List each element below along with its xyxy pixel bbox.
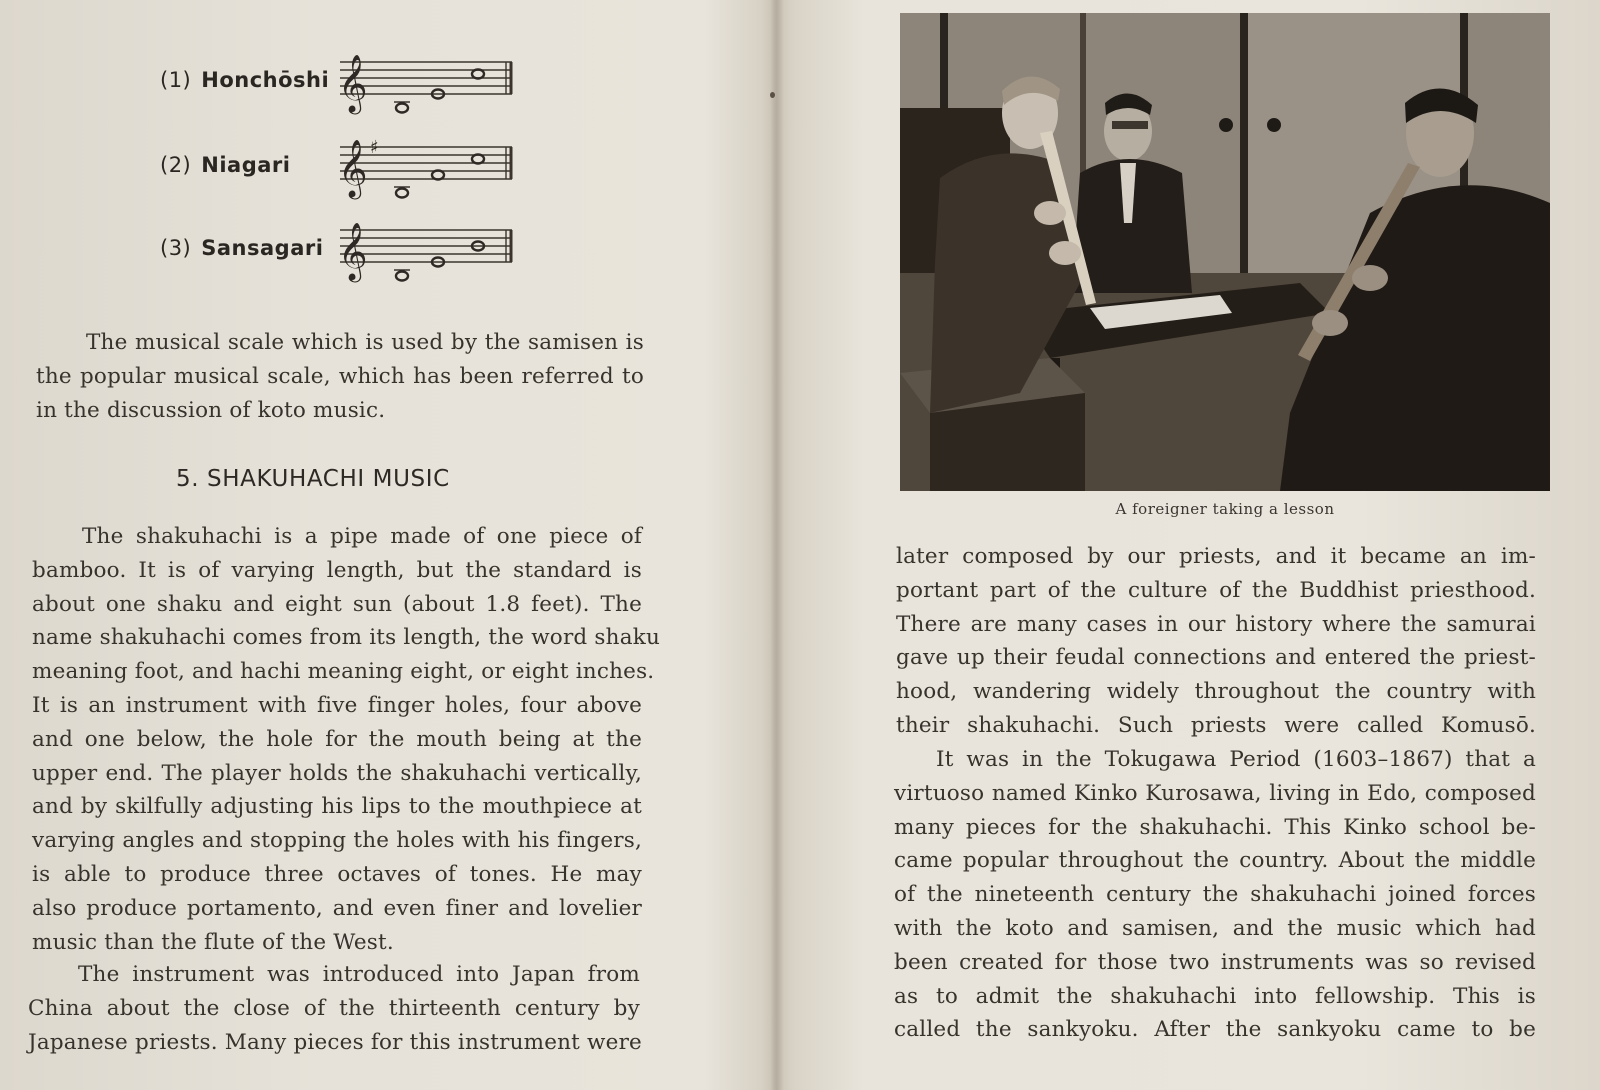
body-paragraph <box>894 743 1536 1047</box>
text-line: meaning foot, and hachi meaning eight, or eight inches. <box>32 659 655 685</box>
text-line: about one shaku and eight sun (about 1.8 feet). The <box>32 591 642 617</box>
text-line: also produce portamento, and even finer and lovelier <box>32 895 642 921</box>
text-line: The musical scale which is used by the samisen is <box>86 330 644 355</box>
body-paragraph <box>896 540 1536 743</box>
text-line: There are many cases in our history where the samurai <box>896 611 1536 637</box>
text-line: The instrument was introduced into Japan from <box>78 962 640 987</box>
text-line: virtuoso named Kinko Kurosawa, living in Edo, composed <box>894 780 1536 806</box>
svg-text:♯: ♯ <box>370 137 379 158</box>
body-paragraph <box>32 520 661 959</box>
text-line: called the sankyoku. After the sankyoku came to be <box>894 1017 1536 1043</box>
text-line: It was in the Tokugawa Period (1603–1867) that a <box>936 747 1536 772</box>
svg-text:𝄞: 𝄞 <box>338 54 368 112</box>
text-line: hood, wandering widely throughout the country with <box>896 679 1536 705</box>
text-line: later composed by our priests, and it became an im- <box>896 544 1536 569</box>
scale-name: Niagari <box>201 153 291 177</box>
text-line: the popular musical scale, which has been referred to <box>36 363 644 389</box>
text-line: Japanese priests. Many pieces for this instrument were <box>28 1029 642 1055</box>
text-line: came popular throughout the country. About the middle <box>894 848 1536 874</box>
page-mark <box>770 92 775 98</box>
text-line: many pieces for the shakuhachi. This Kinko school be- <box>894 814 1536 840</box>
scale-niagari <box>160 135 520 207</box>
photo-illustration <box>900 13 1550 491</box>
note <box>396 104 408 113</box>
scale-label <box>160 153 290 177</box>
scale-number: (1) <box>160 68 192 92</box>
body-paragraph <box>28 958 640 1059</box>
text-line: China about the close of the thirteenth century by <box>28 995 640 1021</box>
text-line: bamboo. It is of varying length, but the standard is <box>32 557 642 583</box>
text-line: of the nineteenth century the shakuhachi joined forces <box>894 882 1536 908</box>
intro-paragraph <box>36 326 644 427</box>
scale-label <box>160 236 323 260</box>
text-line: and by skilfully adjusting his lips to the mouthpiece at <box>32 794 642 820</box>
text-line: their shakuhachi. Such priests were called Komusō. <box>896 712 1536 738</box>
text-line: varying angles and stopping the holes with his fingers, <box>32 828 642 854</box>
left-page <box>0 0 770 1090</box>
scale-label <box>160 68 329 92</box>
text-line: music than the flute of the West. <box>32 929 394 955</box>
staff-notation <box>336 50 516 122</box>
book-gutter <box>770 0 784 1090</box>
text-line: and one below, the hole for the mouth being at the <box>32 726 642 752</box>
note <box>472 155 484 164</box>
section-heading: 5. SHAKUHACHI MUSIC <box>176 466 450 492</box>
scale-number: (3) <box>160 236 192 260</box>
scale-honchoshi <box>160 50 520 122</box>
scale-number: (2) <box>160 153 192 177</box>
right-page <box>784 0 1600 1090</box>
text-line: upper end. The player holds the shakuhachi vertically, <box>32 760 642 786</box>
text-line: portant part of the culture of the Buddhist priesthood. <box>896 577 1536 603</box>
lesson-photo <box>900 13 1550 491</box>
text-line: with the koto and samisen, and the music which had <box>894 915 1536 941</box>
staff-notation <box>336 218 516 290</box>
text-line: in the discussion of koto music. <box>36 397 386 423</box>
scale-name: Honchōshi <box>201 68 330 92</box>
text-line: It is an instrument with five finger holes, four above <box>32 692 642 718</box>
scale-name: Sansagari <box>201 236 324 260</box>
text-line: is able to produce three octaves of tones. He may <box>32 861 642 887</box>
svg-text:𝄞: 𝄞 <box>338 139 368 197</box>
scale-sansagari <box>160 218 520 290</box>
text-line: name shakuhachi comes from its length, the word shaku <box>32 625 661 651</box>
note <box>396 189 408 198</box>
note <box>472 70 484 79</box>
text-line: gave up their feudal connections and entered the priest- <box>896 645 1536 671</box>
photo-caption: A foreigner taking a lesson <box>1115 500 1335 518</box>
text-line: as to admit the shakuhachi into fellowship. This is <box>894 983 1536 1009</box>
svg-text:𝄞: 𝄞 <box>338 222 368 280</box>
note <box>432 171 444 180</box>
staff-notation <box>336 135 516 207</box>
note <box>396 272 408 281</box>
text-line: The shakuhachi is a pipe made of one piece of <box>82 524 642 549</box>
text-line: been created for those two instruments was so revised <box>894 949 1536 975</box>
